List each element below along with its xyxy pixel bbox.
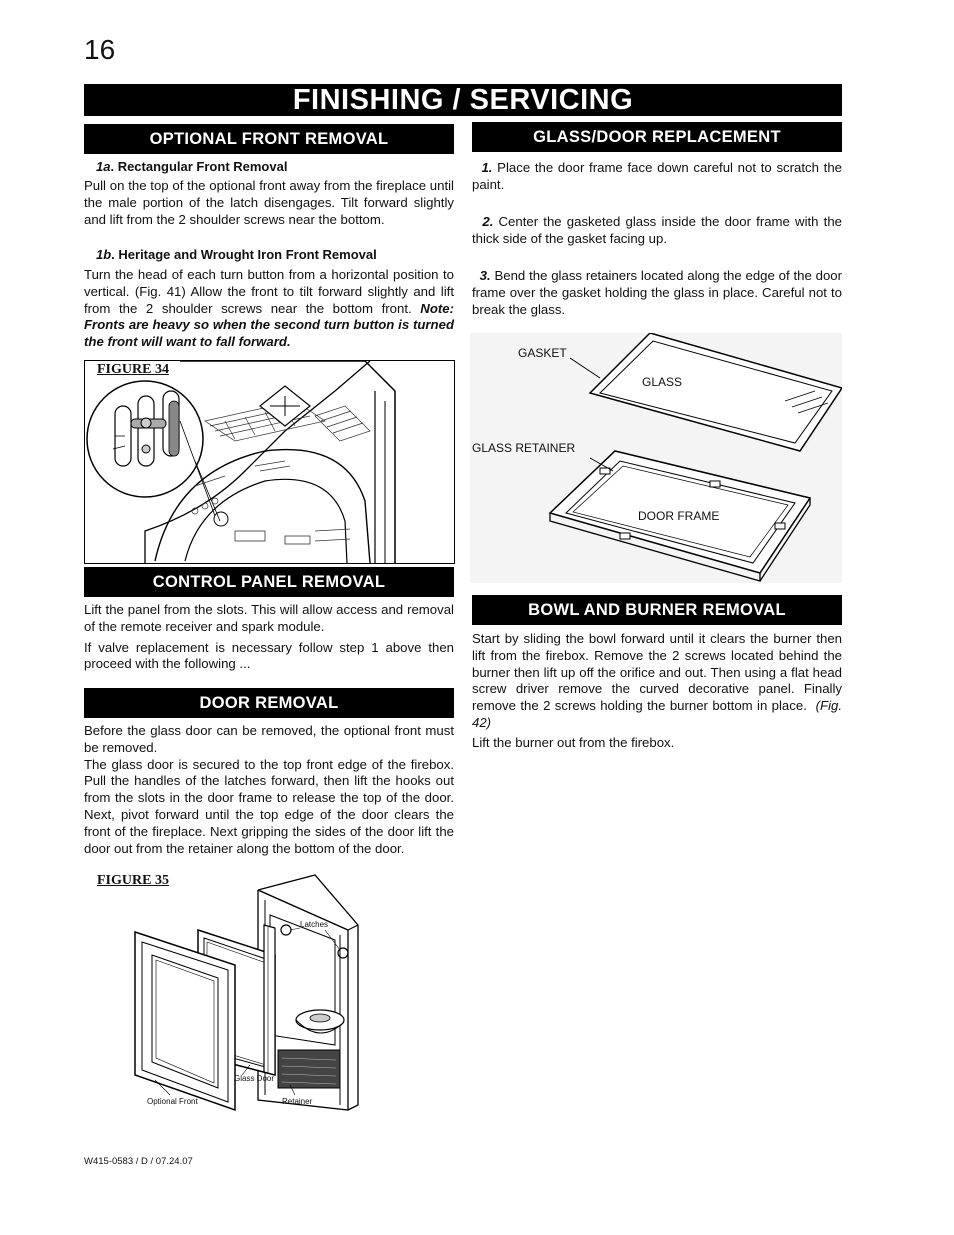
door-removal-text [84, 723, 454, 857]
bowl-burner-fig-ref: (Fig. 42) [472, 698, 842, 730]
bowl-burner-heading: BOWL AND BURNER REMOVAL [472, 595, 842, 625]
subhead-1a [96, 159, 287, 174]
optional-front-note: Note: Fronts are heavy so when the second turn button is turned the front will want to fall forward. [84, 300, 454, 350]
glass-door-heading: GLASS/DOOR REPLACEMENT [472, 122, 842, 152]
page-number: 16 [84, 34, 116, 65]
page-title: FINISHING / SERVICING [84, 84, 842, 116]
figure-35 [130, 870, 370, 1115]
optional-front-text-b [84, 267, 454, 351]
door-frame-label: DOOR FRAME [638, 509, 720, 523]
glass-assembly-illustration [470, 333, 842, 583]
glass-label: GLASS [642, 375, 683, 389]
control-panel-text [84, 602, 454, 673]
latches-label: Latches [300, 920, 329, 929]
glass-step-1 [472, 160, 842, 194]
figure-34-illustration [85, 361, 454, 563]
footer-doc-code: W415-0583 / D / 07.24.07 [84, 1156, 193, 1167]
subhead-1b-num: 1b [96, 247, 112, 262]
subhead-1b-title: . Heritage and Wrought Iron Front Removal [111, 247, 377, 262]
bowl-burner-p1 [472, 631, 842, 732]
glass-step-3-text: Bend the glass retainers located along the edge of the door frame over the gasket holding the glass in place. Careful not to break the glass. [472, 268, 843, 317]
optional-front-heading: OPTIONAL FRONT REMOVAL [84, 124, 454, 154]
glass-retainer-label: GLASS RETAINER [472, 441, 576, 455]
figure-34-label: FIGURE 34 [97, 362, 169, 377]
optional-front-text-b-body: Turn the head of each turn button from a horizontal position to vertical. (Fig. 41) Allow the front to tilt forward slightly and lift from the 2 shoulder screws near the bottom front. [84, 267, 454, 316]
bowl-burner-p1-body: Start by sliding the bowl forward until it clears the burner then lift from the firebox. Remove the 2 screws located behind the burner then lift up off the orifice and out. Then using a flat head screw driver remove the curved decorative panel. Finally remove the 2 screws holding the burner bottom in place. [472, 631, 842, 714]
control-panel-heading: CONTROL PANEL REMOVAL [84, 567, 454, 597]
gasket-label: GASKET [518, 346, 567, 360]
door-removal-p2: The glass door is secured to the top front edge of the firebox. Pull the handles of the latches forward, then lift the hooks out from the slots in the door frame to release the top of the door. Next, pivot forward until the top edge of the door clears the front of the fireplace. Next gripping the sides of the door lift the door out from the retainer along the bottom of the door. [84, 756, 454, 856]
door-removal-heading: DOOR REMOVAL [84, 688, 454, 718]
control-panel-p2: If valve replacement is necessary follow step 1 above then proceed with the following ... [84, 639, 454, 672]
subhead-1a-num: 1a [96, 159, 111, 174]
control-panel-p1: Lift the panel from the slots. This will allow access and removal of the remote receiver and spark module. [84, 602, 454, 634]
glass-step-2 [472, 214, 842, 248]
bowl-burner-p2: Lift the burner out from the firebox. [472, 734, 675, 750]
glass-step-3-num: 3. [479, 268, 491, 283]
glass-assembly-diagram [470, 333, 842, 583]
subhead-1a-title: . Rectangular Front Removal [110, 159, 288, 174]
glass-step-2-num: 2. [482, 214, 494, 229]
figure-34 [84, 360, 455, 564]
door-removal-p1: Before the glass door can be removed, the optional front must be removed. [84, 723, 454, 755]
optional-front-label: Optional Front [147, 1097, 198, 1106]
glass-step-3 [472, 268, 842, 318]
subhead-1b [96, 247, 377, 262]
retainer-label: Retainer [282, 1097, 313, 1106]
glass-step-1-num: 1. [481, 160, 493, 175]
bowl-burner-text [472, 631, 842, 752]
glass-step-2-text: Center the gasketed glass inside the door frame with the thick side of the gasket facing up. [472, 214, 843, 246]
glass-door-label: Glass Door [234, 1074, 275, 1083]
figure-35-label: FIGURE 35 [97, 873, 169, 888]
glass-step-1-text: Place the door frame face down careful not to scratch the paint. [472, 160, 843, 192]
optional-front-text-a: Pull on the top of the optional front away from the fireplace until the male portion of the latch disengages. Tilt forward slightly and lift from the 2 shoulder screws near the bottom. [84, 178, 454, 227]
